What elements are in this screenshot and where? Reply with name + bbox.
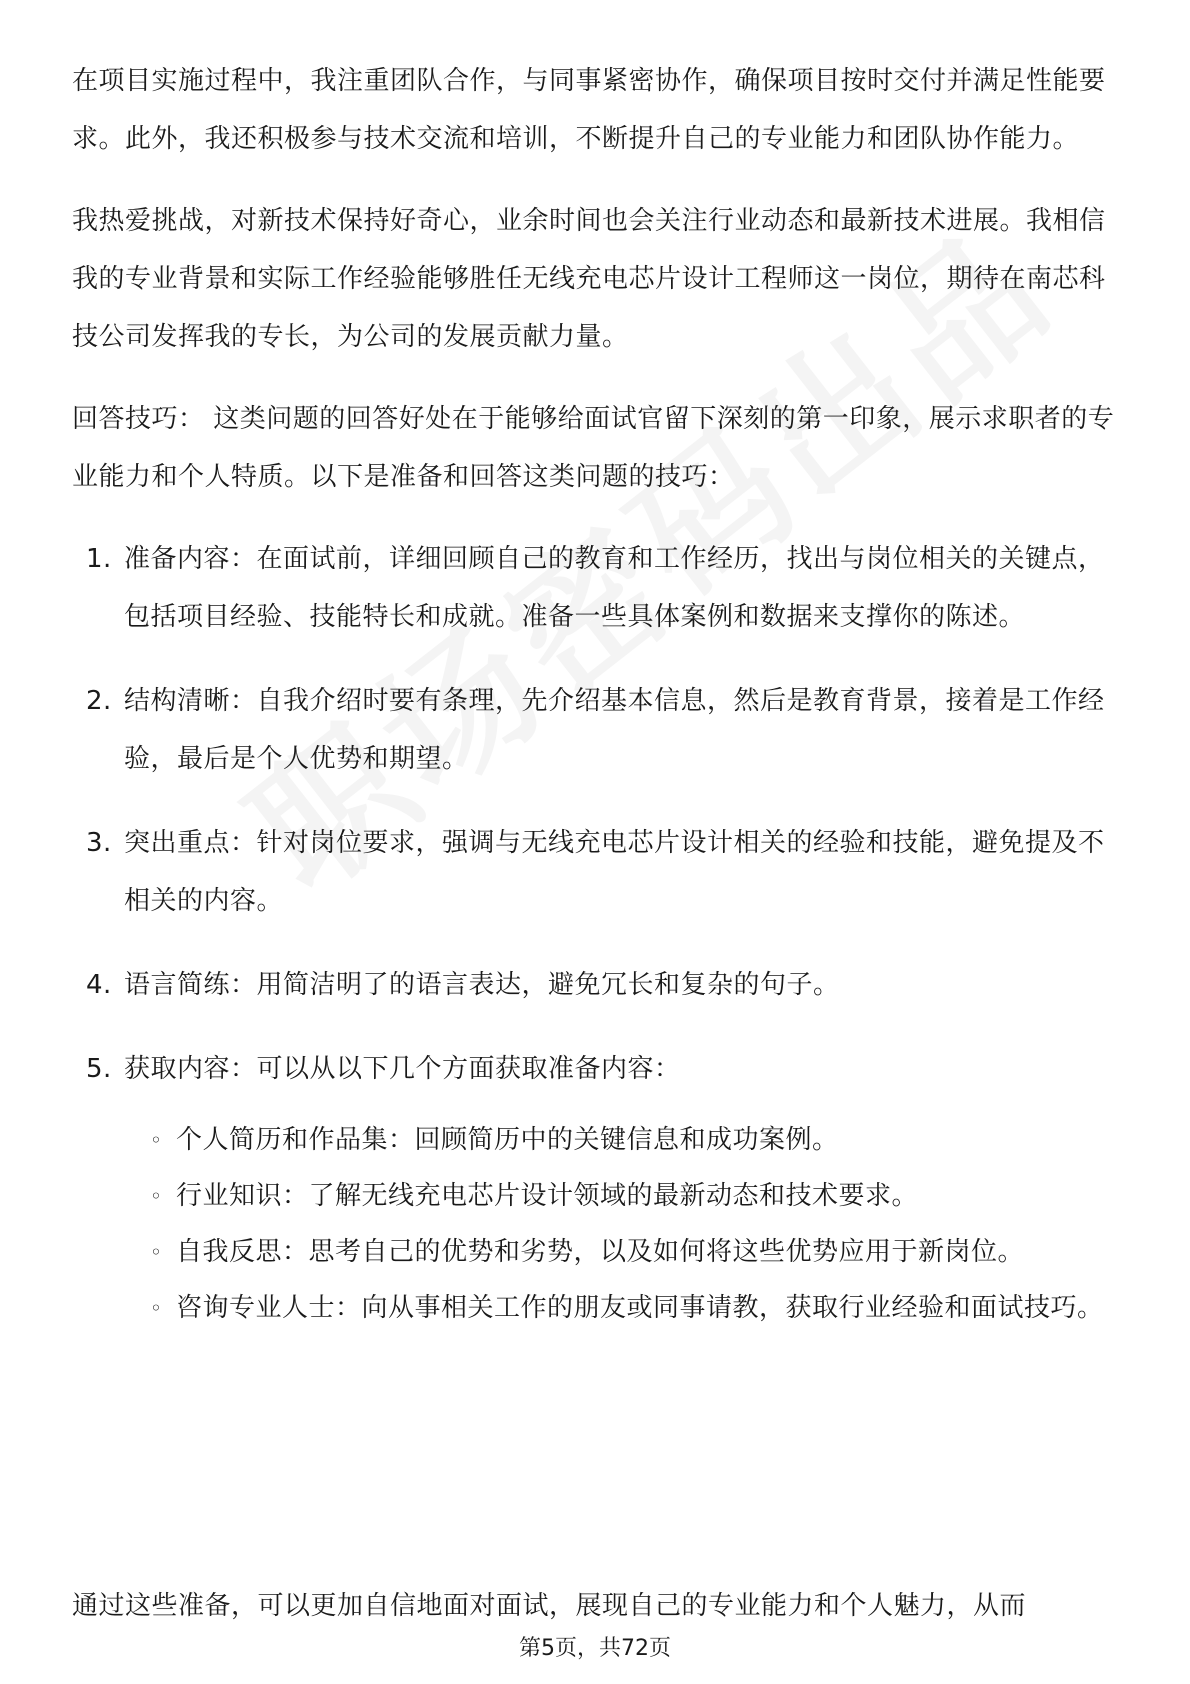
list-item-text: 准备内容：在面试前，详细回顾自己的教育和工作经历，找出与岗位相关的关键点，包括项目经验、技能特长和成就。准备一些具体案例和数据来支撑你的陈述。 [124, 544, 1105, 632]
sub-list-item-text: 行业知识：了解无线充电芯片设计领域的最新动态和技术要求。 [176, 1181, 919, 1211]
sub-list-item-text: 个人简历和作品集：回顾简历中的关键信息和成功案例。 [176, 1125, 839, 1155]
list-item [72, 530, 1122, 646]
tips-list [72, 530, 1122, 1336]
sub-list-item [124, 1224, 1122, 1280]
bullet-icon: ◦ [150, 1184, 163, 1208]
list-number: 3. [86, 828, 112, 858]
list-item-text: 获取内容：可以从以下几个方面获取准备内容： [124, 1054, 681, 1084]
list-item [72, 956, 1122, 1014]
list-item [72, 1040, 1122, 1336]
page-number: 第5页，共72页 [519, 1636, 671, 1661]
list-item [72, 814, 1122, 930]
sub-list-item [124, 1112, 1122, 1168]
list-item-text: 语言简练：用简洁明了的语言表达，避免冗长和复杂的句子。 [124, 970, 840, 1000]
sub-list-item [124, 1280, 1122, 1336]
document-body [72, 52, 1122, 1362]
list-item-text: 结构清晰：自我介绍时要有条理，先介绍基本信息，然后是教育背景，接着是工作经验，最后是个人优势和期望。 [124, 686, 1105, 774]
bullet-icon: ◦ [150, 1128, 163, 1152]
sub-list [124, 1112, 1122, 1336]
paragraph: 我热爱挑战，对新技术保持好奇心，业余时间也会关注行业动态和最新技术进展。我相信我的专业背景和实际工作经验能够胜任无线充电芯片设计工程师这一岗位，期待在南芯科技公司发挥我的专长，为公司的发展贡献力量。 [72, 206, 1106, 352]
list-item [72, 672, 1122, 788]
answer-tips-paragraph: 回答技巧： 这类问题的回答好处在于能够给面试官留下深刻的第一印象，展示求职者的专业能力和个人特质。以下是准备和回答这类问题的技巧： [72, 404, 1115, 492]
sub-list-item-text: 咨询专业人士：向从事相关工作的朋友或同事请教，获取行业经验和面试技巧。 [176, 1293, 1104, 1323]
paragraph: 在项目实施过程中，我注重团队合作，与同事紧密协作，确保项目按时交付并满足性能要求。此外，我还积极参与技术交流和培训，不断提升自己的专业能力和团队协作能力。 [72, 66, 1106, 154]
sub-list-item [124, 1168, 1122, 1224]
list-number: 1. [86, 544, 112, 574]
closing-paragraph: 通过这些准备，可以更加自信地面对面试，展现自己的专业能力和个人魅力，从而 [72, 1591, 1027, 1621]
list-number: 2. [86, 686, 112, 716]
bullet-icon: ◦ [150, 1296, 163, 1320]
list-number: 5. [86, 1054, 112, 1084]
list-number: 4. [86, 970, 112, 1000]
list-item-text: 突出重点：针对岗位要求，强调与无线充电芯片设计相关的经验和技能，避免提及不相关的内容。 [124, 828, 1105, 916]
sub-list-item-text: 自我反思：思考自己的优势和劣势，以及如何将这些优势应用于新岗位。 [176, 1237, 1025, 1267]
bullet-icon: ◦ [150, 1240, 163, 1264]
